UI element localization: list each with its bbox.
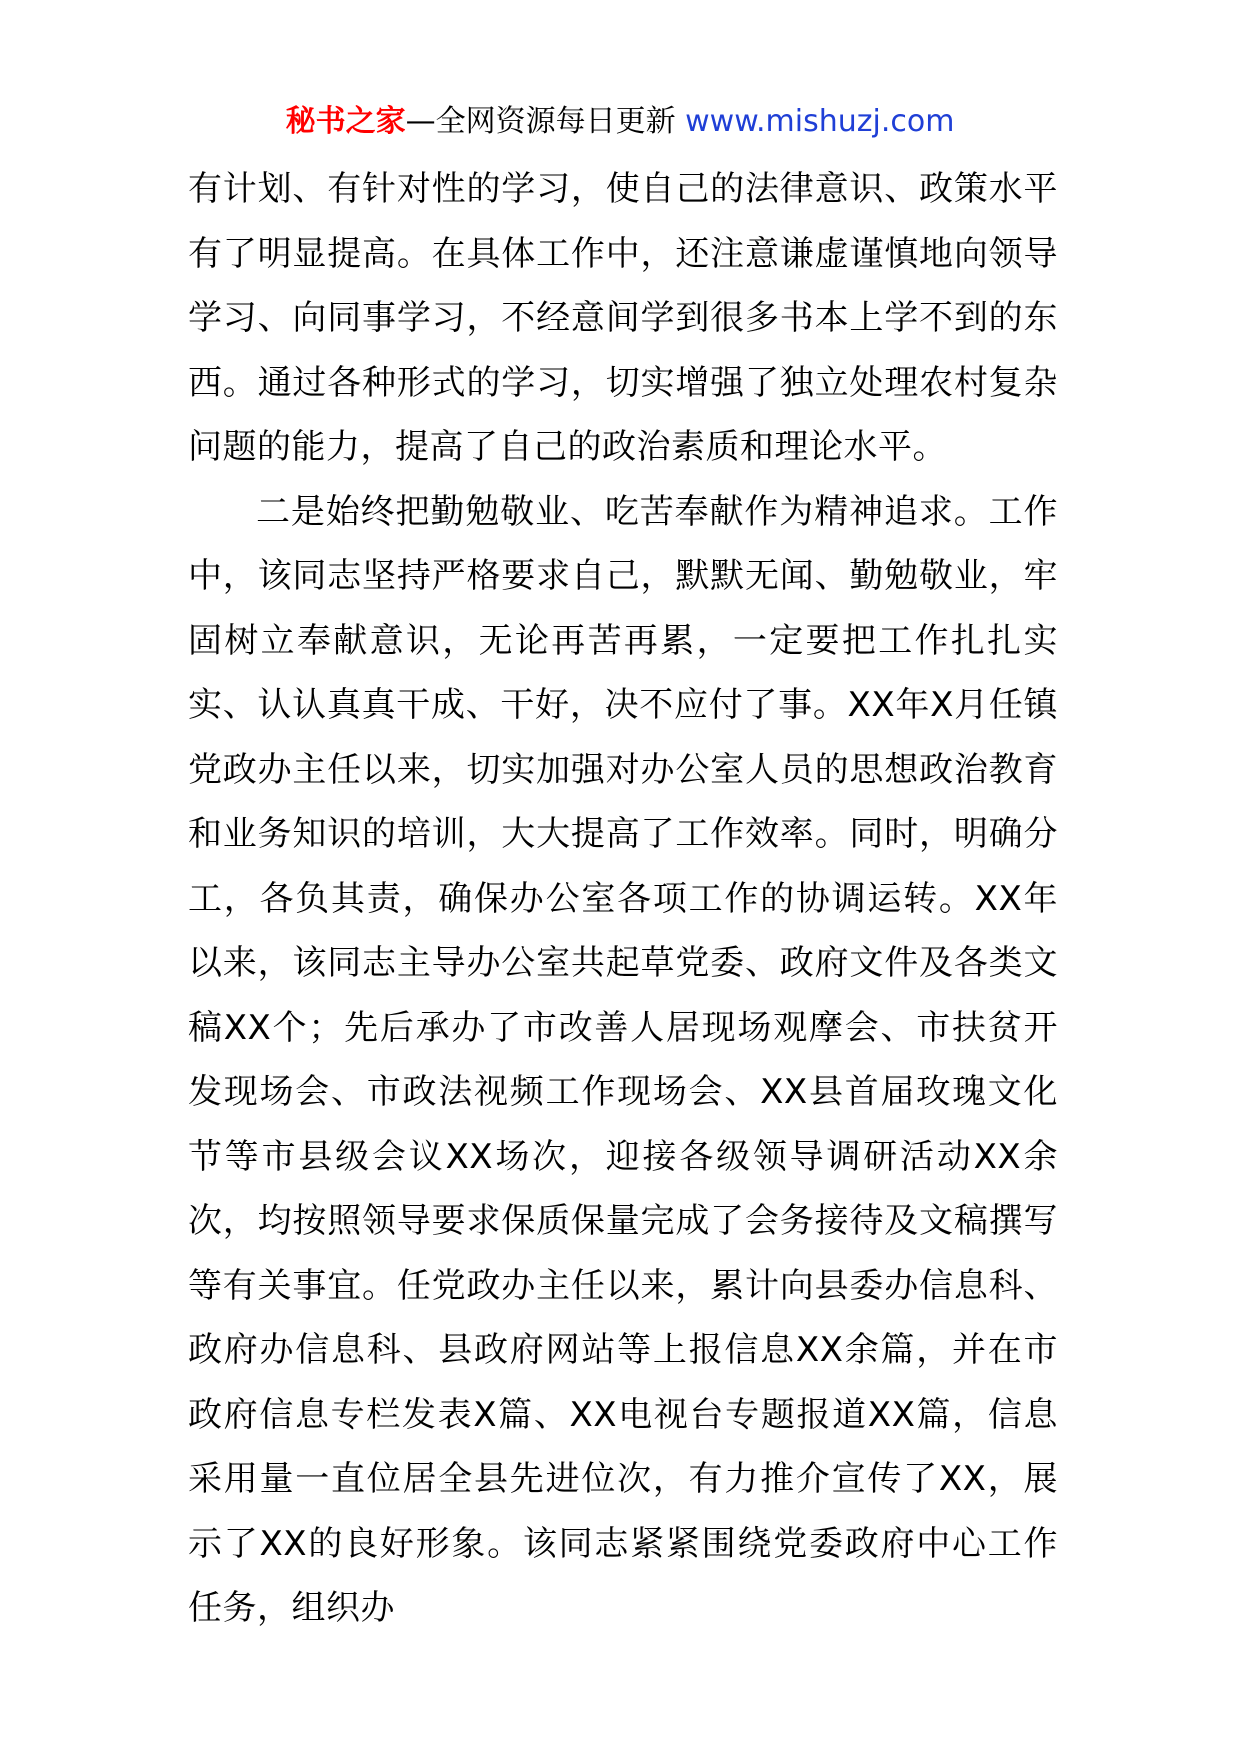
page-header xyxy=(0,100,1240,144)
site-brand: 秘书之家 xyxy=(285,104,406,139)
site-url: www.mishuzj.com xyxy=(685,104,955,139)
site-tagline: —全网资源每日更新 xyxy=(405,104,686,139)
paragraph-continuation: 有计划、有针对性的学习，使自己的法律意识、政策水平有了明显提高。在具体工作中，还注意谦虚谨慎地向领导学习、向同事学习，不经意间学到很多书本上学不到的东西。通过各种形式的学习，切实增强了独立处理农村复杂问题的能力，提高了自己的政治素质和理论水平。 xyxy=(188,169,1058,467)
paragraph-second-point: 二是始终把勤勉敬业、吃苦奉献作为精神追求。工作中，该同志坚持严格要求自己，默默无闻、勤勉敬业，牢固树立奉献意识，无论再苦再累，一定要把工作扎扎实实、认认真真干成、干好，决不应付了事。XX年X月任镇党政办主任以来，切实加强对办公室人员的思想政治教育和业务知识的培训，大大提高了工作效率。同时，明确分工，各负其责，确保办公室各项工作的协调运转。XX年以来，该同志主导办公室共起草党委、政府文件及各类文稿XX个；先后承办了市改善人居现场观摩会、市扶贫开发现场会、市政法视频工作现场会、XX县首届玫瑰文化节等市县级会议XX场次，迎接各级领导调研活动XX余次，均按照领导要求保质保量完成了会务接待及文稿撰写等有关事宜。任党政办主任以来，累计向县委办信息科、政府办信息科、县政府网站等上报信息XX余篇，并在市政府信息专栏发表X篇、XX电视台专题报道XX篇，信息采用量一直位居全县先进位次，有力推介宣传了XX，展示了XX的良好形象。该同志紧紧围绕党委政府中心工作任务，组织办 xyxy=(188,491,1058,1628)
document-body xyxy=(188,157,1058,1641)
